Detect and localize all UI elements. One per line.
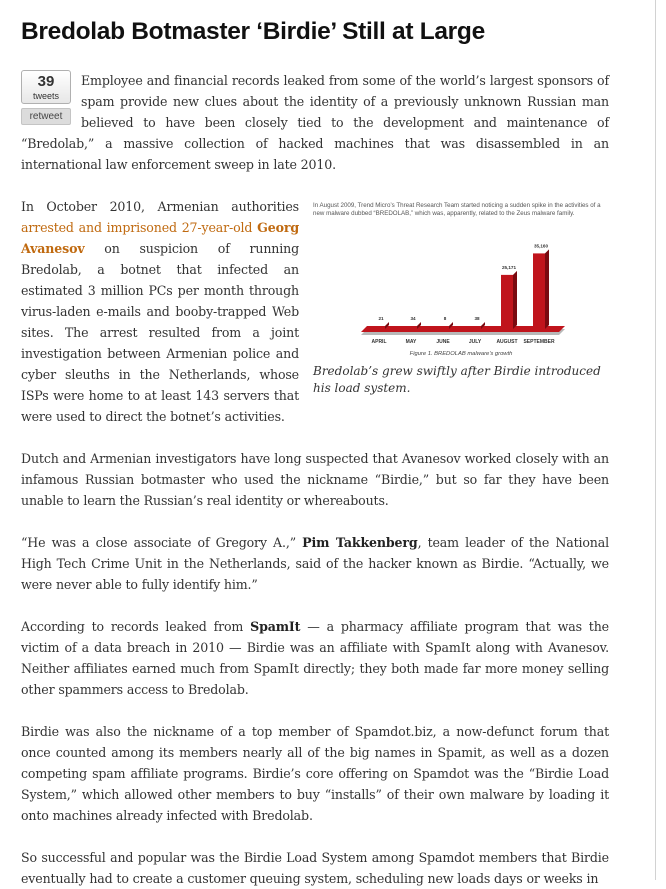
chart-bar-side-september (545, 249, 549, 329)
spamit-name: SpamIt (250, 619, 301, 634)
paragraph-4 (21, 532, 609, 595)
chart-category-label: JUNE (436, 339, 450, 345)
chart-category-label: SEPTEMBER (523, 339, 555, 345)
chart-bar-july (469, 326, 481, 329)
chart-category-label: APRIL (371, 339, 387, 345)
takkenberg-name: Pim Takkenberg (302, 535, 418, 550)
paragraph-2-text-b: on suspicion of running Bredolab, a botnet that infected an estimated 3 million PCs per month through virus-laden e-mails and booby-trapped Web sites. The arrest resulted from a joint investigation between Armenian police and cyber sleuths in the Netherlands, whose ISPs were home to at least 143 servers that were used to direct the botnet’s activities. (21, 241, 299, 424)
chart-bar-april (373, 326, 385, 329)
chart-bar-may (405, 326, 417, 329)
chart-category-label: AUGUST (496, 339, 518, 345)
figure-caption: Bredolab’s grew swiftly after Birdie introduced his load system. (313, 364, 601, 395)
paragraph-2-block (21, 196, 609, 427)
arrest-link[interactable]: arrested and imprisoned 27-year-old (21, 220, 258, 235)
avanesov-link[interactable]: Georg Avanesov (21, 220, 299, 256)
intro-block (21, 70, 609, 175)
paragraph-5 (21, 616, 609, 700)
paragraph-7: So successful and popular was the Birdie Load System among Spamdot members that Birdie eventually had to create a customer queuing system, scheduling new loads days or weeks in (21, 850, 609, 886)
chart-bar-side-august (513, 271, 517, 329)
chart-value-label: 35,160 (533, 243, 549, 249)
chart-bar-september (533, 253, 545, 329)
chart-svg (313, 217, 609, 359)
paragraph-4-text-a: “He was a close associate of Gregory A.,” (21, 535, 303, 550)
paragraph-1: Employee and financial records leaked from some of the world’s largest sponsors of spam provide new clues about the identity of a previously unknown Russian man believed to have been closely tied to the development and maintenance of “Bredolab,” a massive collection of hacked machines that was disassembled in an international law enforcement sweep in late 2010. (21, 73, 609, 172)
chart-panel (363, 233, 559, 341)
article-title[interactable]: Bredolab Botmaster ‘Birdie’ Still at Large (21, 18, 485, 45)
chart-value-label: 38 (474, 316, 480, 321)
chart-bar-august (501, 275, 513, 329)
paragraph-2-text-a: In October 2010, Armenian authorities (21, 199, 299, 214)
bredolab-growth-chart (313, 217, 609, 359)
paragraph-5-text-a: According to records leaked from (21, 619, 251, 634)
paragraph-6: Birdie was also the nickname of a top member of Spamdot.biz, a now-defunct forum that once counted among its members nearly all of the big names in Spamit, as well as a dozen competing spam affiliate programs. Birdie’s core offering on Spamdot was the “Birdie Load System,” which allowed other members to buy “installs” of their own malware by loading it onto machines already infected with Bredolab. (21, 724, 609, 823)
retweet-button[interactable]: retweet (21, 108, 71, 125)
chart-value-label: 25,171 (501, 264, 517, 270)
tweet-widget (21, 70, 71, 125)
tweet-count: 39 (37, 73, 55, 90)
bredolab-figure (313, 202, 609, 397)
chart-value-label: 21 (378, 316, 384, 321)
chart-bar-june (437, 326, 449, 329)
chart-title: Figure 1. BREDOLAB malware’s growth (409, 351, 513, 357)
chart-value-label: 34 (410, 316, 416, 321)
chart-value-label: 8 (443, 316, 447, 321)
tweet-count-box[interactable] (21, 70, 71, 104)
paragraph-4-text-b: , team leader of the National High Tech Crime Unit in the Netherlands, said of the hacker known as Birdie. “Actually, we were never able to fully identify him.” (21, 535, 610, 592)
tweet-count-label: tweets (32, 91, 59, 101)
chart-category-label: MAY (405, 339, 417, 345)
paragraph-5-text-b: — a pharmacy affiliate program that was the victim of a data breach in 2010 — Birdie was an affiliate with SpamIt along with Avanesov. Neither affiliates earned much from SpamIt directly; they both made far more money selling other spammers access to Bredolab. (21, 619, 609, 697)
figure-top-caption: In August 2009, Trend Micro’s Threat Research Team started noticing a sudden spike in the activities of a new malware dubbed “BREDOLAB,” which was, apparently, related to the Zeus malware family. (313, 202, 601, 217)
paragraph-3: Dutch and Armenian investigators have long suspected that Avanesov worked closely with an infamous Russian botmaster who used the nickname “Birdie,” but so far they have been unable to learn the Russian’s real identity or whereabouts. (21, 451, 609, 508)
chart-category-label: JULY (468, 339, 482, 345)
